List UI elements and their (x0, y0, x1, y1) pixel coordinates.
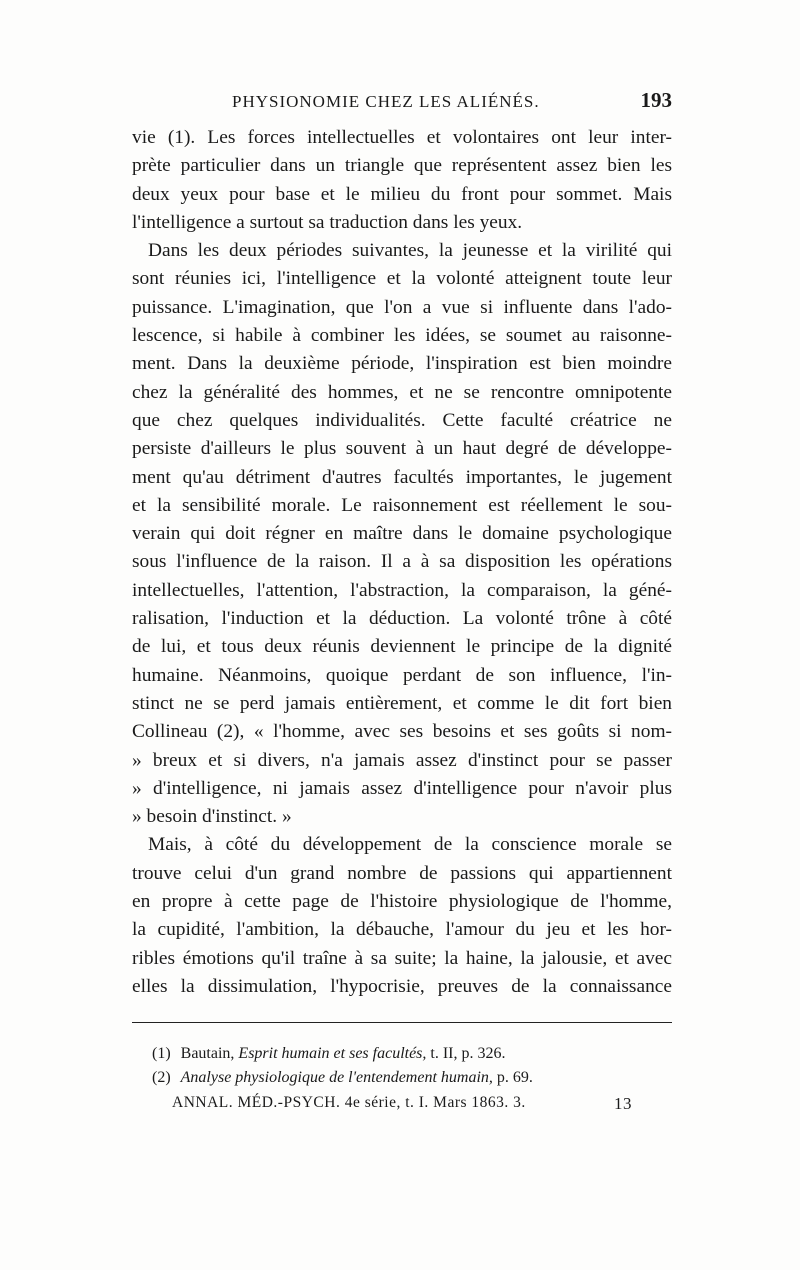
quote-line: » besoin d'instinct. » (132, 806, 292, 828)
text-line: chez la généralité des hommes, et ne se rencontre omnipotente (132, 381, 672, 403)
text-line: elles la dissimulation, l'hypocrisie, preuves de la connaissance (132, 975, 672, 997)
text-line: verain qui doit régner en maître dans le domaine psychologique (132, 523, 672, 545)
text-line: stinct ne se perd jamais entièrement, et comme le dit fort bien (132, 692, 672, 714)
text-line: ralisation, l'induction et la déduction. La volonté trône à côté (132, 608, 672, 630)
footnote-number: (1) (152, 1045, 171, 1062)
footnote-ref: p. 69. (496, 1069, 533, 1086)
text-line: puissance. L'imagination, que l'on a vue si influente dans l'ado- (132, 296, 672, 318)
text-line: sous l'influence de la raison. Il a à sa disposition les opérations (132, 551, 672, 573)
footnote (152, 1066, 672, 1090)
text-line: humaine. Néanmoins, quoique perdant de son influence, l'in- (132, 664, 672, 686)
text-line: la cupidité, l'ambition, la débauche, l'amour du jeu et les hor- (132, 919, 672, 941)
text-line: lescence, si habile à combiner les idées, se soumet au raisonne- (132, 325, 672, 347)
text-line: et la sensibilité morale. Le raisonnement est réellement le sou- (132, 494, 672, 516)
text-line: persiste d'ailleurs le plus souvent à un haut degré de développe- (132, 438, 672, 460)
text-line: Dans les deux périodes suivantes, la jeunesse et la virilité qui (148, 240, 672, 262)
text-line: Collineau (2), « l'homme, avec ses besoins et ses goûts si nom- (132, 721, 672, 743)
footnote-author: Bautain, (180, 1045, 235, 1062)
page-number: 193 (640, 88, 672, 112)
running-head (132, 88, 672, 120)
text-line: intellectuelles, l'attention, l'abstraction, la comparaison, la géné- (132, 579, 672, 601)
text-line: prète particulier dans un triangle que représentent assez bien les (132, 155, 672, 177)
footnotes (152, 1042, 672, 1090)
footnote (152, 1042, 672, 1066)
text-line: de lui, et tous deux réunis deviennent le principe de la dignité (132, 636, 672, 658)
text-line: ribles émotions qu'il traîne à sa suite; la haine, la jalousie, et avec (132, 947, 672, 969)
printer-signature (172, 1094, 632, 1120)
footnote-ref: t. II, p. 326. (430, 1045, 506, 1062)
text-line: ment qu'au détriment d'autres facultés importantes, le jugement (132, 466, 672, 488)
text-line: en propre à cette page de l'histoire physiologique de l'homme, (132, 891, 672, 913)
quote-line: » d'intelligence, ni jamais assez d'intelligence pour n'avoir plus (132, 777, 672, 799)
text-line: ment. Dans la deuxième période, l'inspiration est bien moindre (132, 353, 672, 375)
text-line: deux yeux pour base et le milieu du front pour sommet. Mais (132, 183, 672, 205)
text-line: que chez quelques individualités. Cette faculté créatrice ne (132, 409, 672, 431)
sheet-number: 13 (614, 1094, 632, 1113)
footnote-title: Esprit humain et ses facultés, (238, 1045, 427, 1062)
journal-signature: ANNAL. MÉD.-PSYCH. 4e série, t. I. Mars 1863. 3. (172, 1094, 526, 1111)
text-line: trouve celui d'un grand nombre de passions qui appartiennent (132, 862, 672, 884)
quote-line: » breux et si divers, n'a jamais assez d'instinct pour se passer (132, 749, 672, 771)
text-line: Mais, à côté du développement de la conscience morale se (148, 834, 672, 856)
footnote-title: Analyse physiologique de l'entendement humain, (180, 1069, 493, 1086)
footnote-rule (132, 1022, 672, 1023)
text-line: l'intelligence a surtout sa traduction dans les yeux. (132, 211, 523, 233)
text-line: vie (1). Les forces intellectuelles et volontaires ont leur inter- (132, 127, 672, 148)
footnote-number: (2) (152, 1069, 171, 1086)
running-title: PHYSIONOMIE CHEZ LES ALIÉNÉS. (232, 92, 540, 111)
body-text (132, 124, 672, 1001)
text-line: sont réunies ici, l'intelligence et la volonté atteignent toute leur (132, 268, 672, 290)
